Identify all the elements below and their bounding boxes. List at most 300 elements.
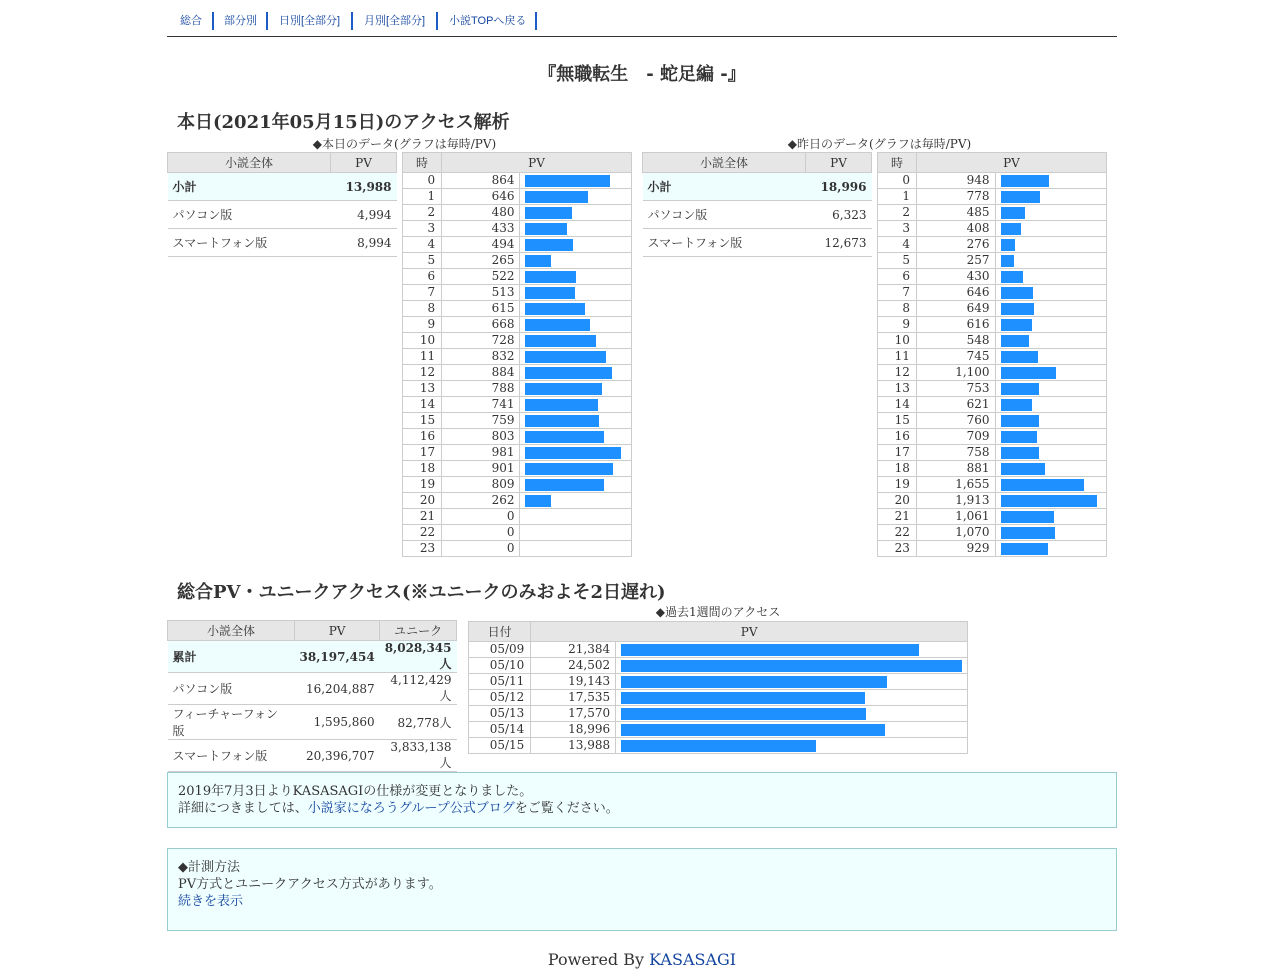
nav-separator [436,12,438,30]
column-header: PV [442,153,632,173]
hour-bar-cell [995,509,1106,525]
hour-bar-cell [520,205,632,221]
hour-row [878,541,1107,557]
hour-label: 11 [403,349,442,365]
hour-bar-cell [520,253,632,269]
hour-pv: 948 [916,173,995,189]
hour-pv: 1,070 [916,525,995,541]
hour-row [403,205,632,221]
hour-pv: 433 [442,221,520,237]
hour-bar-cell [995,173,1106,189]
weekly-date: 05/13 [469,706,531,722]
total-table [167,620,457,772]
hour-label: 11 [878,349,917,365]
weekly-row [469,722,968,738]
hour-bar-cell [520,509,632,525]
hour-row [403,221,632,237]
hour-row [403,541,632,557]
hour-pv: 0 [442,509,520,525]
hour-pv: 741 [442,397,520,413]
hour-label: 12 [878,365,917,381]
weekly-row [469,706,968,722]
hour-label: 19 [403,477,442,493]
row-unique: 3,833,138人 [380,740,457,772]
hour-label: 14 [878,397,917,413]
nav-separator [212,12,214,30]
hour-bar-cell [520,525,632,541]
hour-row [403,493,632,509]
hour-pv: 616 [916,317,995,333]
hour-pv: 485 [916,205,995,221]
hour-bar-cell [520,173,632,189]
hour-bar [525,479,604,491]
hour-bar-cell [995,253,1106,269]
hour-label: 7 [878,285,917,301]
hour-row [878,509,1107,525]
hour-bar-cell [995,429,1106,445]
hour-pv: 884 [442,365,520,381]
hour-pv: 832 [442,349,520,365]
hour-bar [1001,351,1038,363]
hour-pv: 901 [442,461,520,477]
hour-bar [1001,415,1039,427]
nav-daily[interactable]: 日別[全部分] [279,15,341,27]
weekly-bar [621,724,885,736]
hour-row [403,317,632,333]
row-label: スマートフォン版 [643,229,806,257]
hour-bar-cell [995,365,1106,381]
hour-bar [1001,287,1033,299]
hour-label: 16 [403,429,442,445]
weekly-pv: 18,996 [531,722,616,738]
hour-bar [1001,463,1045,475]
weekly-date: 05/11 [469,674,531,690]
hour-label: 13 [878,381,917,397]
nav-separator [535,12,537,30]
hour-bar-cell [995,381,1106,397]
weekly-pv: 17,535 [531,690,616,706]
hour-pv: 494 [442,237,520,253]
hour-bar-cell [995,461,1106,477]
hour-row [403,525,632,541]
row-value: 12,673 [806,229,872,257]
hour-row [403,381,632,397]
table-row [168,229,397,257]
weekly-date: 05/10 [469,658,531,674]
top-nav [167,10,1117,37]
weekly-bar-cell [616,642,968,658]
hour-bar [525,239,573,251]
hour-row [403,333,632,349]
hour-pv: 649 [916,301,995,317]
hour-label: 17 [403,445,442,461]
table-row [168,201,397,229]
row-label: フィーチャーフォン版 [168,705,295,740]
table-row [168,641,457,673]
weekly-bar-cell [616,738,968,754]
hour-bar-cell [520,413,632,429]
table-row [643,201,872,229]
hour-bar [1001,527,1055,539]
nav-summary[interactable]: 総合 [180,15,202,27]
nav-by-part[interactable]: 部分別 [224,15,257,27]
weekly-bar-cell [616,674,968,690]
hour-row [878,381,1107,397]
hour-label: 23 [878,541,917,557]
column-header: PV [531,622,968,642]
notice-line: 2019年7月3日よりKASASAGIの仕様が変更となりました。 [178,784,533,799]
hour-pv: 646 [916,285,995,301]
hour-row [878,461,1107,477]
hour-pv: 430 [916,269,995,285]
yesterday-hourly-table [877,152,1107,557]
hour-label: 5 [878,253,917,269]
weekly-bar-cell [616,722,968,738]
hour-row [878,333,1107,349]
hour-bar-cell [520,237,632,253]
hour-pv: 1,655 [916,477,995,493]
column-header: 日付 [469,622,531,642]
hour-bar [525,399,598,411]
hour-row [878,397,1107,413]
row-label: パソコン版 [643,201,806,229]
hour-label: 15 [878,413,917,429]
hour-bar-cell [995,541,1106,557]
hour-label: 12 [403,365,442,381]
hour-label: 7 [403,285,442,301]
weekly-caption: ◆過去1週間のアクセス [655,605,781,619]
hour-bar-cell [520,541,632,557]
hour-pv: 615 [442,301,520,317]
weekly-date: 05/15 [469,738,531,754]
hour-label: 0 [403,173,442,189]
row-label: 小計 [168,173,331,201]
hour-label: 3 [403,221,442,237]
total-heading: 総合PV・ユニークアクセス(※ユニークのみおよそ2日遅れ) [177,582,666,603]
table-row [168,673,457,705]
hour-row [878,349,1107,365]
hour-label: 0 [878,173,917,189]
weekly-row [469,642,968,658]
hour-row [878,253,1107,269]
today-summary-table [167,152,397,257]
hour-row [403,429,632,445]
row-label: 小計 [643,173,806,201]
hour-bar [525,319,590,331]
hour-bar-cell [520,397,632,413]
hour-bar-cell [995,525,1106,541]
hour-label: 9 [403,317,442,333]
hour-label: 8 [878,301,917,317]
yesterday-summary-table [642,152,872,257]
hour-pv: 257 [916,253,995,269]
table-row [643,229,872,257]
hour-bar [1001,479,1084,491]
hour-bar-cell [520,381,632,397]
weekly-row [469,658,968,674]
hour-bar [525,351,606,363]
hour-pv: 758 [916,445,995,461]
hour-bar-cell [995,333,1106,349]
hour-bar-cell [520,429,632,445]
hour-bar [525,431,604,443]
hour-row [878,301,1107,317]
measurement-notice [167,848,1117,931]
hour-row [403,173,632,189]
hour-bar-cell [995,237,1106,253]
yesterday-caption: ◆昨日のデータ(グラフは毎時/PV) [787,137,972,151]
hour-bar [1001,191,1040,203]
hour-bar-cell [995,317,1106,333]
hour-pv: 803 [442,429,520,445]
hour-bar-cell [995,269,1106,285]
hour-row [403,509,632,525]
hour-bar-cell [995,493,1106,509]
hour-row [878,205,1107,221]
column-header: 小説全体 [168,621,295,641]
hour-pv: 1,913 [916,493,995,509]
hour-label: 1 [403,189,442,205]
hour-bar [1001,239,1015,251]
weekly-table [468,621,968,754]
row-pv: 16,204,887 [295,673,380,705]
hour-pv: 981 [442,445,520,461]
hour-bar-cell [520,493,632,509]
hour-bar-cell [520,349,632,365]
column-header: PV [331,153,397,173]
hour-bar [525,463,613,475]
hour-bar [1001,303,1034,315]
weekly-pv: 21,384 [531,642,616,658]
hour-bar-cell [520,477,632,493]
hour-pv: 753 [916,381,995,397]
hour-bar-cell [520,285,632,301]
row-label: 累計 [168,641,295,673]
hour-pv: 276 [916,237,995,253]
hour-row [403,237,632,253]
hour-label: 20 [878,493,917,509]
column-header: ユニーク [380,621,457,641]
hour-bar-cell [995,205,1106,221]
notice-line [178,800,1106,817]
hour-row [878,285,1107,301]
hour-label: 23 [403,541,442,557]
hour-bar [1001,367,1056,379]
official-blog-link[interactable]: 小説家になろうグループ公式ブログ [307,801,515,816]
weekly-bar [621,676,887,688]
kasasagi-link[interactable]: KASASAGI [649,950,737,969]
hour-row [878,317,1107,333]
hour-bar [525,495,551,507]
hour-bar [525,223,567,235]
hour-bar [1001,399,1032,411]
hour-pv: 522 [442,269,520,285]
hour-label: 6 [878,269,917,285]
hour-bar [1001,511,1054,523]
weekly-date: 05/14 [469,722,531,738]
hour-bar [525,207,572,219]
hour-pv: 745 [916,349,995,365]
row-unique: 82,778人 [380,705,457,740]
column-header: 小説全体 [168,153,331,173]
today-hourly-table [402,152,632,557]
nav-novel-top[interactable]: 小説TOPへ戻る [449,15,527,27]
column-header: 時 [878,153,917,173]
table-row [643,173,872,201]
hour-label: 19 [878,477,917,493]
row-value: 18,996 [806,173,872,201]
hour-bar [1001,383,1039,395]
hour-pv: 1,100 [916,365,995,381]
hour-bar [525,271,576,283]
row-label: スマートフォン版 [168,740,295,772]
hour-pv: 646 [442,189,520,205]
hour-label: 1 [878,189,917,205]
hour-label: 6 [403,269,442,285]
hour-bar-cell [995,413,1106,429]
hour-pv: 1,061 [916,509,995,525]
page-title: 『無職転生 - 蛇足編 -』 [538,64,746,85]
hour-bar-cell [520,221,632,237]
row-unique: 8,028,345人 [380,641,457,673]
hour-bar-cell [995,397,1106,413]
hour-label: 20 [403,493,442,509]
hour-bar [1001,175,1049,187]
hour-pv: 621 [916,397,995,413]
hour-row [403,301,632,317]
row-pv: 38,197,454 [295,641,380,673]
hour-pv: 548 [916,333,995,349]
hour-row [878,413,1107,429]
hour-label: 15 [403,413,442,429]
weekly-bar [621,660,962,672]
row-value: 8,994 [331,229,397,257]
notice-text: をご覧ください。 [514,801,619,816]
hour-label: 21 [878,509,917,525]
hour-bar-cell [520,317,632,333]
hour-row [878,429,1107,445]
hour-pv: 408 [916,221,995,237]
hour-bar [525,175,610,187]
hour-row [403,269,632,285]
hour-bar-cell [520,269,632,285]
weekly-date: 05/12 [469,690,531,706]
weekly-pv: 19,143 [531,674,616,690]
hour-row [403,189,632,205]
hour-bar-cell [995,477,1106,493]
weekly-row [469,690,968,706]
hour-label: 2 [403,205,442,221]
hour-row [878,221,1107,237]
weekly-bar [621,740,816,752]
weekly-pv: 24,502 [531,658,616,674]
row-value: 13,988 [331,173,397,201]
hour-row [878,269,1107,285]
hour-pv: 513 [442,285,520,301]
column-header: 時 [403,153,442,173]
hour-bar [525,303,585,315]
hour-bar [525,191,588,203]
table-row [168,740,457,772]
hour-label: 10 [878,333,917,349]
hour-label: 21 [403,509,442,525]
hour-pv: 929 [916,541,995,557]
hour-label: 3 [878,221,917,237]
hour-pv: 760 [916,413,995,429]
hour-bar-cell [995,301,1106,317]
spec-change-notice [167,772,1117,828]
hour-bar [1001,447,1039,459]
weekly-date: 05/09 [469,642,531,658]
hour-bar [1001,495,1097,507]
footer-prefix: Powered By [547,950,650,969]
hour-label: 2 [878,205,917,221]
hour-bar-cell [520,445,632,461]
notice-body: PV方式とユニークアクセス方式があります。 [178,877,442,892]
footer [167,950,1117,969]
hour-label: 22 [403,525,442,541]
hour-row [878,525,1107,541]
hour-bar [1001,319,1032,331]
hour-label: 8 [403,301,442,317]
table-row [168,173,397,201]
hour-bar-cell [995,221,1106,237]
hour-row [403,461,632,477]
hour-bar-cell [520,333,632,349]
hour-label: 14 [403,397,442,413]
show-more-link[interactable]: 続きを表示 [178,894,244,909]
hour-label: 4 [878,237,917,253]
hour-label: 13 [403,381,442,397]
row-unique: 4,112,429人 [380,673,457,705]
row-pv: 1,595,860 [295,705,380,740]
hour-bar [1001,543,1048,555]
hour-row [403,477,632,493]
hour-pv: 809 [442,477,520,493]
nav-separator [266,12,268,30]
hour-pv: 0 [442,525,520,541]
hour-bar-cell [520,365,632,381]
hour-label: 17 [878,445,917,461]
hour-bar [1001,255,1014,267]
row-value: 6,323 [806,201,872,229]
hour-pv: 0 [442,541,520,557]
weekly-pv: 13,988 [531,738,616,754]
weekly-bar-cell [616,658,968,674]
hour-row [403,445,632,461]
hour-label: 18 [403,461,442,477]
hour-bar [525,367,612,379]
hour-row [878,493,1107,509]
hour-row [878,477,1107,493]
hour-bar [525,447,621,459]
hour-pv: 728 [442,333,520,349]
nav-monthly[interactable]: 月別[全部分] [364,15,426,27]
hour-row [403,413,632,429]
hour-row [403,397,632,413]
hour-bar [1001,431,1037,443]
hour-bar [525,255,551,267]
hour-bar [1001,335,1029,347]
hour-bar [1001,207,1025,219]
weekly-bar [621,708,866,720]
row-label: パソコン版 [168,673,295,705]
hour-pv: 265 [442,253,520,269]
hour-bar [525,287,575,299]
hour-bar-cell [995,285,1106,301]
hour-pv: 778 [916,189,995,205]
hour-label: 18 [878,461,917,477]
